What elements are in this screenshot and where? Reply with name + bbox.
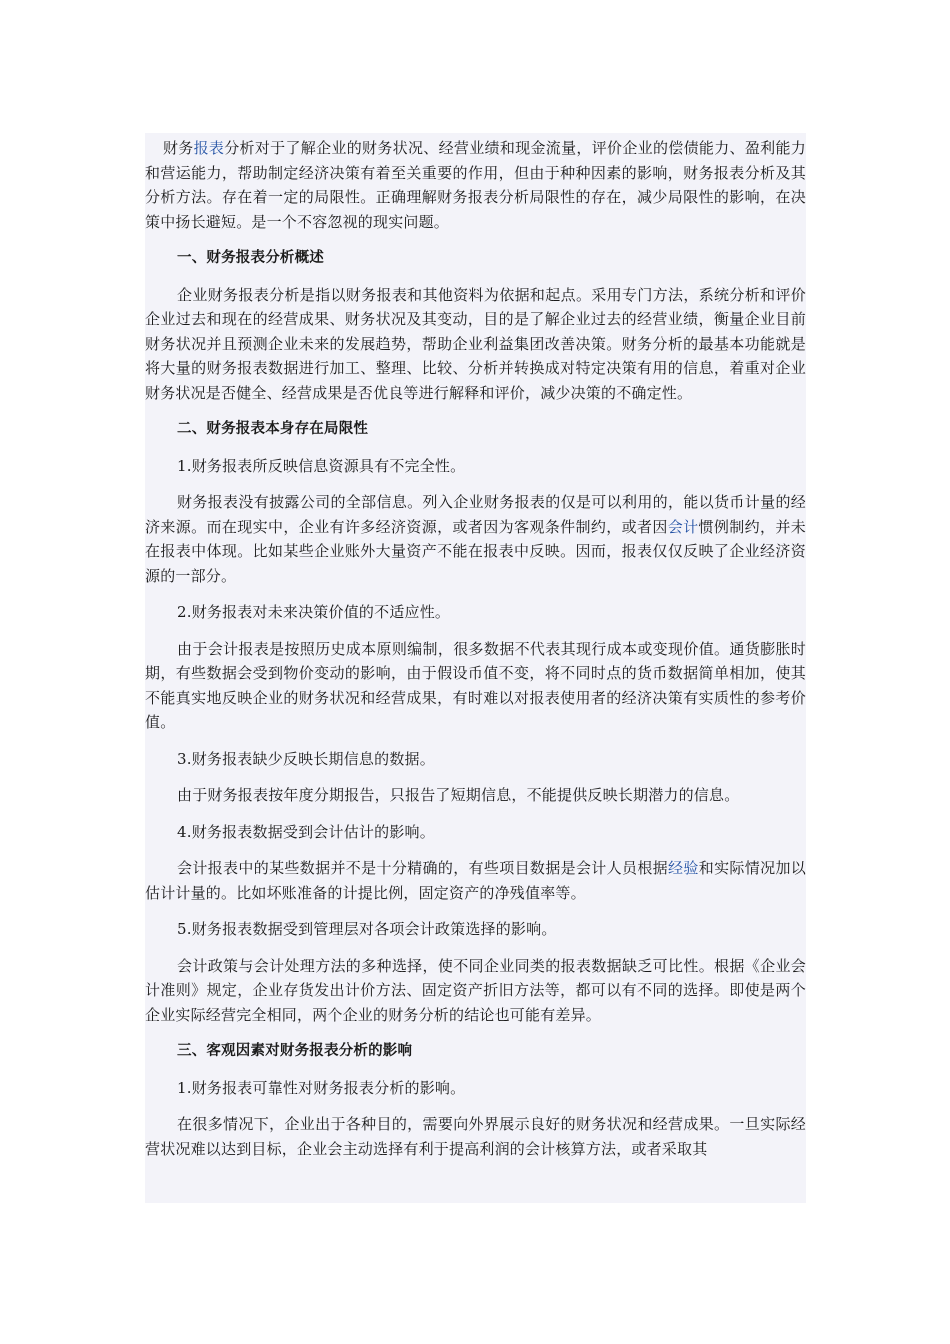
section-1-paragraph: 企业财务报表分析是指以财务报表和其他资料为依据和起点。采用专门方法，系统分析和评价企业过去和现在的经营成果、财务状况及其变动，目的是了解企业过去的经营业绩，衡量企业目前财务状况并且预测企业未来的发展趋势，帮助企业利益集团改善决策。财务分析的最基本功能就是将大量的财务报表数据进行加工、整理、比较、分析并转换成对特定决策有用的信息，着重对企业财务状况是否健全、经营成果是否优良等进行解释和评价，减少决策的不确定性。 [145,285,806,402]
intro-text-pre: 财务 [163,139,194,157]
link-kuaiji[interactable]: 会计 [667,517,699,536]
section-2-item-3-paragraph: 由于财务报表按年度分期报告，只报告了短期信息，不能提供反映长期潜力的信息。 [177,786,740,804]
section-3-heading: 三、客观因素对财务报表分析的影响 [177,1043,413,1059]
section-2-item-5-paragraph: 会计政策与会计处理方法的多种选择，使不同企业同类的报表数据缺乏可比性。根据《企业会计准则》规定，企业存货发出计价方法、固定资产折旧方法等，都可以有不同的选择。即使是两个企业实际经营完全相同，两个企业的财务分析的结论也可能有差异。 [145,956,806,1024]
section-2-item-2-title: 2.财务报表对未来决策价值的不适应性。 [177,603,451,621]
document-body [145,133,806,1161]
item-1-text-post: 惯例制约，并未在报表中体现。比如某些企业账外大量资产不能在报表中反映。因而，报表仅仅反映了企业经济资源的一部分。 [145,517,806,585]
item-4-text-pre: 会计报表中的某些数据并不是十分精确的，有些项目数据是会计人员根据 [177,859,669,877]
section-2-item-2-paragraph: 由于会计报表是按照历史成本原则编制，很多数据不代表其现行成本或变现价值。通货膨胀时期，有些数据会受到物价变动的影响，由于假设币值不变，将不同时点的货币数据简单相加，使其不能真实地反映企业的财务状况和经营成果，有时难以对报表使用者的经济决策有实质性的参考价值。 [145,639,806,731]
section-3-item-1-paragraph: 在很多情况下，企业出于各种目的，需要向外界展示良好的财务状况和经营成果。一旦实际经营状况难以达到目标，企业会主动选择有利于提高利润的会计核算方法，或者采取其 [145,1115,806,1158]
section-2-item-4-title: 4.财务报表数据受到会计估计的影响。 [177,822,435,841]
section-2-item-3-title: 3.财务报表缺少反映长期信息的数据。 [177,749,435,768]
section-2-heading: 二、财务报表本身存在局限性 [177,421,369,437]
link-jingyan[interactable]: 经验 [668,859,699,877]
item-1-text-pre: 财务报表没有披露公司的全部信息。列入企业财务报表的仅是可以利用的，能以货币计量的经济来源。而在现实中，企业有许多经济资源，或者因为客观条件制约，或者因 [145,493,806,536]
section-2-item-5-title: 5.财务报表数据受到管理层对各项会计政策选择的影响。 [177,920,557,938]
intro-text-post: 分析对于了解企业的财务状况、经营业绩和现金流量，评价企业的偿债能力、盈利能力和营运能力，帮助制定经济决策有着至关重要的作用，但由于种种因素的影响，财务报表分析及其分析方法。存在着一定的局限性。正确理解财务报表分析局限性的存在，减少局限性的影响，在决策中扬长避短。是一个不容忽视的现实问题。 [145,139,806,231]
section-1-heading: 一、财务报表分析概述 [177,250,324,266]
section-2-item-1-title: 1.财务报表所反映信息资源具有不完全性。 [177,456,466,475]
section-3-item-1-title: 1.财务报表可靠性对财务报表分析的影响。 [177,1078,466,1097]
item-4-text-post: 和实际情况加以估计计量的。比如坏账准备的计提比例，固定资产的净残值率等。 [145,859,806,902]
intro-paragraph [145,136,806,234]
section-2-item-4-paragraph [145,856,806,905]
document-page [145,133,806,1203]
section-2-item-1-paragraph [145,490,806,588]
link-baobiao[interactable]: 报表 [193,139,225,157]
